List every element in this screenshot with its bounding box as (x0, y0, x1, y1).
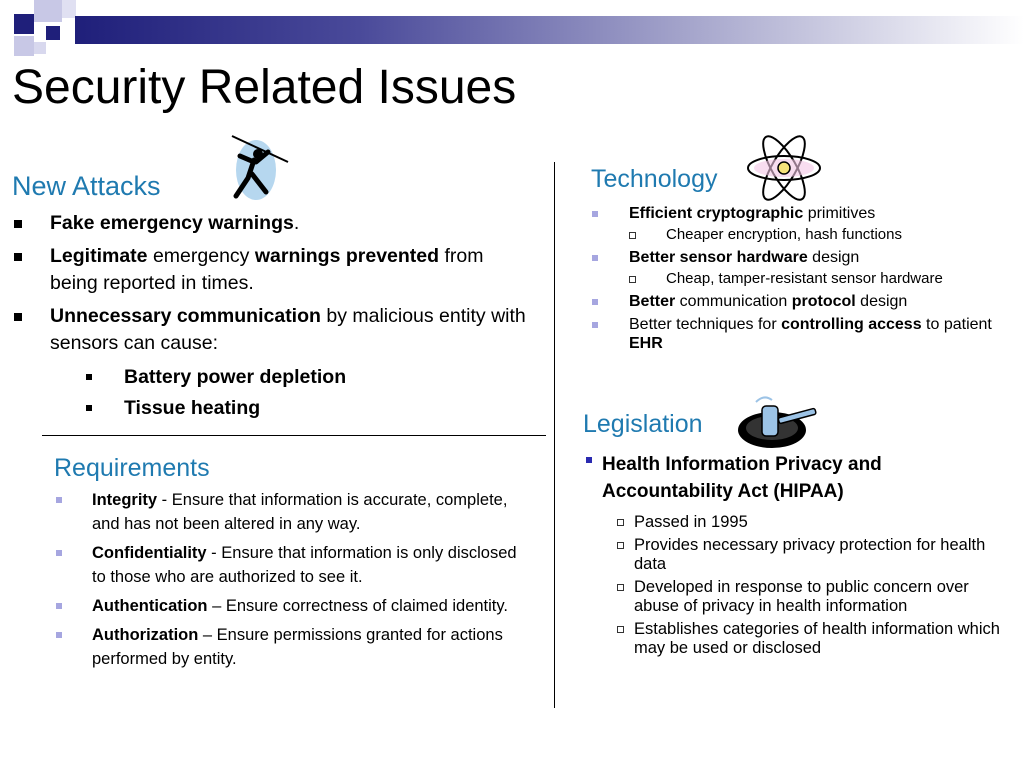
list-item: Better communication protocol design (592, 292, 992, 311)
deco-square-2 (34, 0, 62, 22)
list-item: Health Information Privacy and Accountability Act (HIPAA) (586, 451, 996, 505)
list-item: Better sensor hardware design Cheap, tamper-resistant sensor hardware (592, 248, 992, 288)
hollow-bullet (629, 232, 636, 239)
new-attacks-list (14, 210, 534, 363)
bullet (56, 603, 62, 609)
bullet (14, 220, 22, 228)
list-item: Efficient cryptographic primitives Cheaper encryption, hash functions (592, 204, 992, 244)
requirements-heading: Requirements (54, 454, 210, 482)
bullet (86, 405, 92, 411)
bullet (56, 497, 62, 503)
technology-heading: Technology (591, 165, 718, 193)
horizontal-divider (42, 435, 546, 436)
spear-thrower-icon (218, 134, 292, 202)
deco-square-3 (62, 0, 76, 18)
list-item: Fake emergency warnings. (14, 210, 534, 237)
legislation-heading: Legislation (583, 410, 703, 438)
hollow-bullet (617, 584, 624, 591)
bullet (586, 457, 592, 463)
bullet (592, 322, 598, 328)
page-title: Security Related Issues (12, 61, 517, 114)
legislation-list (586, 451, 996, 505)
hollow-bullet (617, 519, 624, 526)
list-item: Confidentiality - Ensure that information is only disclosed to those who are authorized to see it. (56, 541, 526, 589)
bullet (592, 255, 598, 261)
deco-square-1 (14, 14, 34, 34)
list-item: Provides necessary privacy protection for health data (617, 536, 1007, 574)
bullet (56, 632, 62, 638)
atom-icon (744, 132, 824, 204)
list-item: Integrity - Ensure that information is accurate, complete, and has not been altered in any way. (56, 488, 526, 536)
new-attacks-sublist (86, 364, 506, 426)
requirements-list (56, 488, 526, 676)
hollow-bullet (617, 626, 624, 633)
bullet (592, 299, 598, 305)
technology-list (592, 204, 992, 357)
list-item: Authentication – Ensure correctness of claimed identity. (56, 594, 526, 618)
list-item: Passed in 1995 (617, 513, 1007, 532)
bullet (14, 313, 22, 321)
list-item: Authorization – Ensure permissions granted for actions performed by entity. (56, 623, 526, 671)
technology-sublist (629, 226, 992, 244)
list-item: Battery power depletion (86, 364, 506, 391)
bullet (14, 253, 22, 261)
list-item: Developed in response to public concern over abuse of privacy in health information (617, 578, 1007, 616)
deco-square-6 (34, 42, 46, 54)
list-item: Cheap, tamper-resistant sensor hardware (629, 270, 992, 288)
title-gradient-bar (75, 16, 1024, 44)
new-attacks-heading: New Attacks (12, 171, 161, 201)
bullet (56, 550, 62, 556)
list-item: Cheaper encryption, hash functions (629, 226, 992, 244)
list-item: Tissue heating (86, 395, 506, 422)
deco-square-4 (46, 26, 60, 40)
technology-sublist (629, 270, 992, 288)
list-item: Better techniques for controlling access to patient EHR (592, 315, 992, 353)
bullet (592, 211, 598, 217)
hollow-bullet (629, 276, 636, 283)
hollow-bullet (617, 542, 624, 549)
deco-square-5 (14, 36, 34, 56)
list-item: Unnecessary communication by malicious entity with sensors can cause: (14, 303, 534, 357)
list-item: Legitimate emergency warnings prevented from being reported in times. (14, 243, 534, 297)
bullet (86, 374, 92, 380)
list-item: Establishes categories of health information which may be used or disclosed (617, 620, 1007, 658)
legislation-sublist (617, 513, 1007, 662)
vertical-divider (554, 162, 555, 708)
